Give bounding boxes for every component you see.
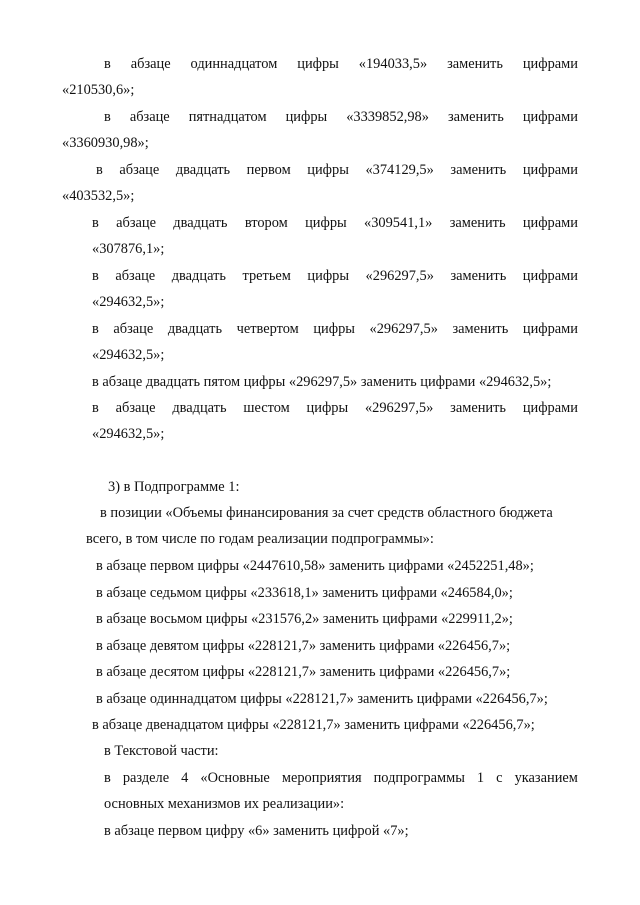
section-heading: 3) в Подпрограмме 1: — [108, 479, 240, 495]
text-line: в абзаце одиннадцатом цифры «194033,5» заменить цифрами — [104, 56, 578, 72]
text-line: в абзаце девятом цифры «228121,7» заменить цифрами «226456,7»; — [96, 638, 511, 654]
text-line: основных механизмов их реализации»: — [104, 796, 345, 812]
text-line: в абзаце двадцать пятом цифры «296297,5» заменить цифрами «294632,5»; — [92, 374, 552, 390]
text-line: в позиции «Объемы финансирования за счет средств областного бюджета — [100, 505, 553, 521]
text-line: в абзаце десятом цифры «228121,7» заменить цифрами «226456,7»; — [96, 664, 511, 680]
text-line: «294632,5»; — [92, 294, 165, 310]
text-line: в абзаце одиннадцатом цифры «228121,7» заменить цифрами «226456,7»; — [96, 691, 548, 707]
text-line: всего, в том числе по годам реализации подпрограммы»: — [86, 531, 434, 547]
text-line: «307876,1»; — [92, 241, 165, 257]
text-line: в абзаце первом цифры «2447610,58» заменить цифрами «2452251,48»; — [96, 558, 534, 574]
text-line: «294632,5»; — [92, 347, 165, 363]
text-line: в абзаце двадцать втором цифры «309541,1» заменить цифрами — [92, 215, 578, 231]
text-line: в разделе 4 «Основные мероприятия подпрограммы 1 с указанием — [104, 770, 578, 786]
text-line: в абзаце первом цифру «6» заменить цифрой «7»; — [104, 823, 409, 839]
text-line: «3360930,98»; — [62, 135, 149, 151]
text-line: в абзаце восьмом цифры «231576,2» заменить цифрами «229911,2»; — [96, 611, 513, 627]
text-line: в абзаце двадцать первом цифры «374129,5» заменить цифрами — [96, 162, 578, 178]
text-line: в абзаце двадцать третьем цифры «296297,5» заменить цифрами — [92, 268, 578, 284]
text-line: в абзаце двадцать четвертом цифры «296297,5» заменить цифрами — [92, 321, 578, 337]
text-line: в Текстовой части: — [104, 743, 219, 759]
text-line: в абзаце двенадцатом цифры «228121,7» заменить цифрами «226456,7»; — [92, 717, 535, 733]
text-line: «210530,6»; — [62, 82, 135, 98]
text-line: «403532,5»; — [62, 188, 135, 204]
text-line: в абзаце двадцать шестом цифры «296297,5» заменить цифрами — [92, 400, 578, 416]
text-line: в абзаце пятнадцатом цифры «3339852,98» заменить цифрами — [104, 109, 578, 125]
text-line: в абзаце седьмом цифры «233618,1» заменить цифрами «246584,0»; — [96, 585, 513, 601]
text-line: «294632,5»; — [92, 426, 165, 442]
